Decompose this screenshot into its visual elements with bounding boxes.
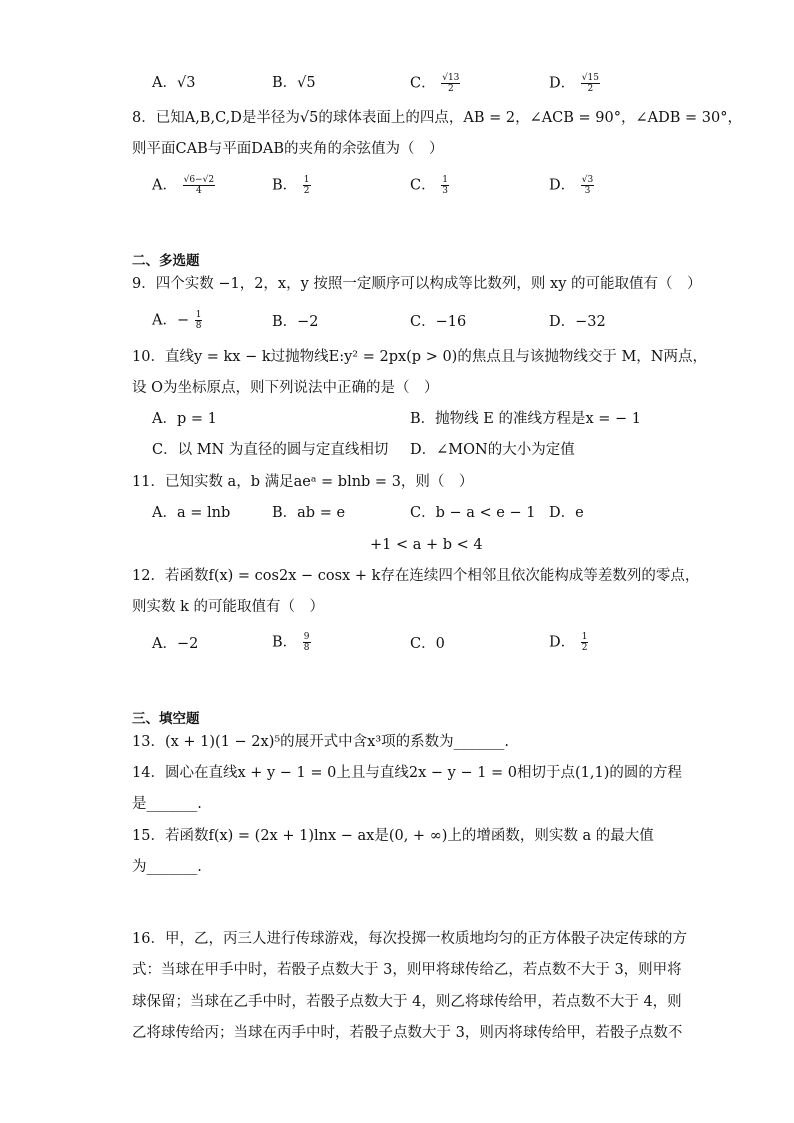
q12-option-d: D． $\frac{1}{2}$ bbox=[549, 632, 588, 653]
q11-option-b: B．ab = e bbox=[272, 505, 346, 521]
q12-option-c: C．0 bbox=[410, 636, 445, 652]
q12-option-a: A．−2 bbox=[152, 636, 199, 652]
q8-option-a: A． $\frac{√6-√2}{4}$ bbox=[152, 175, 215, 196]
q8-line-2: 则平面CAB与平面DAB的夹角的余弦值为（ ） bbox=[132, 141, 444, 157]
q12-option-b: B． $\frac{9}{8}$ bbox=[272, 632, 310, 653]
q7-option-a: A．√3 bbox=[152, 75, 196, 91]
q8-option-d: D． $\frac{√3}{3}$ bbox=[549, 175, 594, 196]
q13-line-1: 13．(x + 1)(1 − 2x)⁵的展开式中含x³项的系数为_______. bbox=[132, 734, 510, 750]
q11-line-1: 11．已知实数 a，b 满足aeᵃ = blnb = 3，则（ ） bbox=[132, 474, 474, 490]
q15-line-2: 为_______. bbox=[132, 859, 202, 875]
q16-line-4: 乙将球传给丙；当球在丙手中时，若骰子点数大于 3，则丙将球传给甲，若骰子点数不 bbox=[132, 1025, 683, 1041]
q15-line-1: 15．若函数f(x) = (2x + 1)lnx − ax是(0, + ∞)上的增函数，则实数 a 的最大值 bbox=[132, 828, 654, 844]
q11-option-d-continued: +1 < a + b < 4 bbox=[370, 537, 483, 553]
section-title-fill-in: 三、填空题 bbox=[132, 711, 200, 727]
q9-option-b: B．−2 bbox=[272, 314, 319, 330]
q11-option-c: C．b − a < e − 1 bbox=[410, 505, 536, 521]
q10-line-2: 设 O为坐标原点，则下列说法中正确的是（ ） bbox=[132, 380, 439, 396]
q12-line-2: 则实数 k 的可能取值有（ ） bbox=[132, 599, 325, 615]
q10-line-1: 10．直线y = kx − k过抛物线E:y² = 2px(p > 0)的焦点且与该抛物线交于 M，N两点， bbox=[132, 349, 707, 365]
q7-option-d: D． $\frac{√15}{2}$ bbox=[549, 73, 599, 94]
q9-line-1: 9．四个实数 −1，2，x，y 按照一定顺序可以构成等比数列，则 xy 的可能取值有（ ） bbox=[132, 276, 702, 292]
q9-option-d: D．−32 bbox=[549, 314, 606, 330]
q10-option-b: B．抛物线 E 的准线方程是x = − 1 bbox=[410, 411, 641, 427]
q16-line-1: 16．甲，乙，丙三人进行传球游戏，每次投掷一枚质地均匀的正方体骰子决定传球的方 bbox=[132, 931, 687, 947]
q7-option-b: B．√5 bbox=[272, 75, 316, 91]
q14-line-1: 14．圆心在直线x + y − 1 = 0上且与直线2x − y − 1 = 0相切于点(1,1)的圆的方程 bbox=[132, 765, 682, 781]
q14-line-2: 是_______. bbox=[132, 796, 202, 812]
q8-option-c: C． $\frac{1}{3}$ bbox=[410, 175, 448, 196]
q8-line-1: 8．已知A,B,C,D是半径为√5的球体表面上的四点，AB = 2，∠ACB = 90°，∠ADB = 30°， bbox=[132, 110, 742, 126]
q12-line-1: 12．若函数f(x) = cos2x − cosx + k存在连续四个相邻且依次能构成等差数列的零点， bbox=[132, 568, 700, 584]
q7-option-c: C． $\frac{√13}{2}$ bbox=[410, 73, 460, 94]
q11-option-d: D．e bbox=[549, 505, 584, 521]
section-title-multiple-choice: 二、多选题 bbox=[132, 253, 200, 269]
q10-option-c: C．以 MN 为直径的圆与定直线相切 bbox=[152, 442, 389, 458]
q10-option-d: D．∠MON的大小为定值 bbox=[410, 442, 575, 458]
q10-option-a: A．p = 1 bbox=[152, 411, 217, 427]
q9-option-c: C．−16 bbox=[410, 314, 467, 330]
q9-option-a: A．− $\frac{1}{8}$ bbox=[152, 310, 202, 331]
q11-option-a: A．a = lnb bbox=[152, 505, 231, 521]
q8-option-b: B． $\frac{1}{2}$ bbox=[272, 175, 310, 196]
q16-line-2: 式：当球在甲手中时，若骰子点数大于 3，则甲将球传给乙，若点数不大于 3，则甲将 bbox=[132, 962, 682, 978]
q16-line-3: 球保留；当球在乙手中时，若骰子点数大于 4，则乙将球传给甲，若点数不大于 4，则 bbox=[132, 994, 682, 1010]
